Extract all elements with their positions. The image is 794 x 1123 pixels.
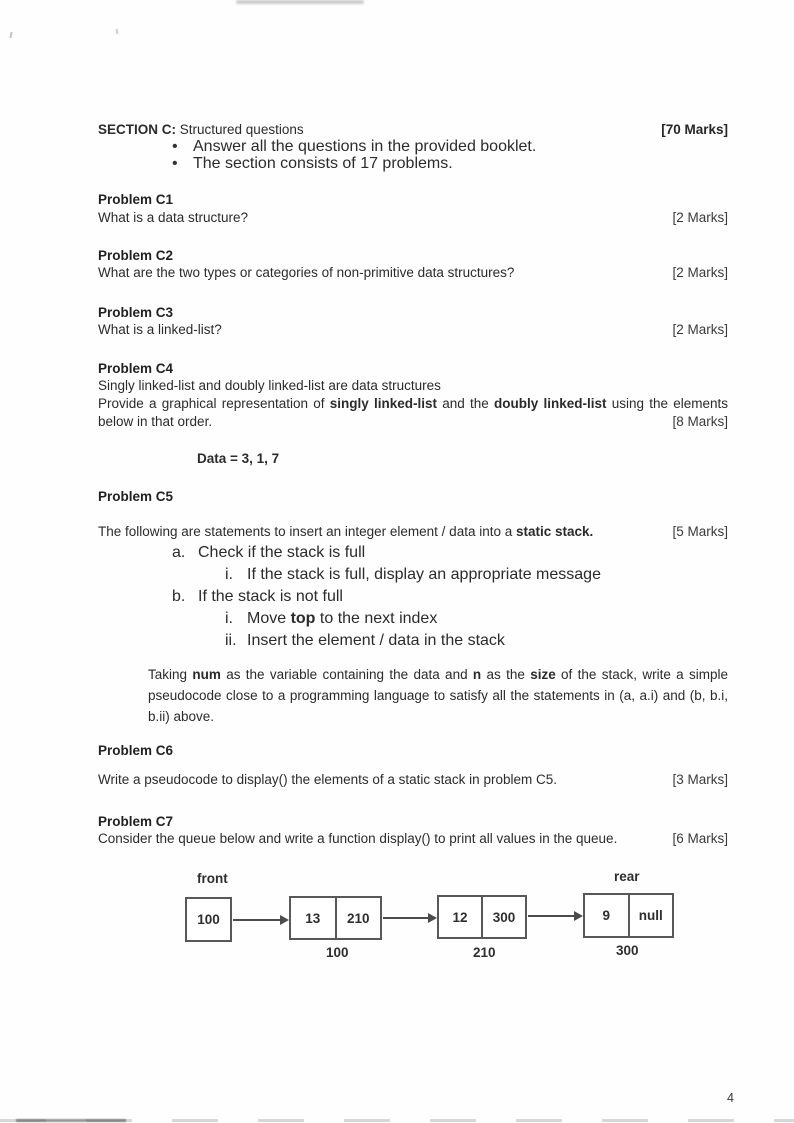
text-segment-bold: static stack. xyxy=(516,524,594,539)
problem-c2-heading: Problem C2 xyxy=(98,248,174,263)
problem-c7-question: Consider the queue below and write a function display() to print all values in the queue. xyxy=(98,831,618,846)
next-pointer-arrow-icon xyxy=(528,915,575,917)
list-item-a xyxy=(98,544,728,562)
text-segment: Taking xyxy=(148,667,193,682)
front-pointer-box xyxy=(185,897,232,942)
rear-pointer-label: rear xyxy=(614,869,640,884)
problem-c7 xyxy=(98,830,728,847)
node-address-label: 100 xyxy=(326,945,349,960)
scan-artifact-speck xyxy=(9,32,12,38)
bullet-icon: • xyxy=(172,138,178,155)
problem-c1-marks: [2 Marks] xyxy=(672,210,728,225)
queue-node-2 xyxy=(437,895,527,939)
text-segment-bold: doubly linked-list xyxy=(494,396,607,411)
section-title-text: Structured questions xyxy=(176,122,304,137)
text-segment: Move xyxy=(247,610,291,627)
node-address-label: 300 xyxy=(616,943,639,958)
problem-c4-data: Data = 3, 1, 7 xyxy=(197,451,280,466)
node-data-cell: 12 xyxy=(452,909,468,925)
intro-text xyxy=(98,523,593,540)
bullet-icon: • xyxy=(172,155,178,172)
text-segment: of the stack, write a simple xyxy=(555,667,729,682)
instruction-item xyxy=(98,138,728,155)
problem-c1-heading: Problem C1 xyxy=(98,192,174,207)
problem-c2-question: What are the two types or categories of non-primitive data structures? xyxy=(98,265,515,280)
list-marker: i. xyxy=(225,566,233,583)
problem-c7-marks: [6 Marks] xyxy=(672,831,728,846)
section-instructions xyxy=(98,138,728,172)
text-segment: as the variable containing the data and xyxy=(220,667,473,682)
scan-artifact-bottom-dark xyxy=(16,1119,126,1122)
text-segment: The following are statements to insert an integer element / data into a xyxy=(98,524,516,539)
list-text: If the stack is not full xyxy=(198,588,343,605)
node-data-cell: 13 xyxy=(305,910,321,926)
problem-c7-heading: Problem C7 xyxy=(98,814,174,829)
section-label: SECTION C: xyxy=(98,122,177,137)
text-segment-bold: num xyxy=(192,667,221,682)
list-marker: a. xyxy=(172,544,186,561)
text-segment: Provide a graphical representation of xyxy=(98,396,330,411)
queue-node-1 xyxy=(289,896,382,940)
list-text: Insert the element / data in the stack xyxy=(247,632,505,649)
problem-c4-heading: Problem C4 xyxy=(98,361,174,376)
text-segment-bold: top xyxy=(290,610,316,627)
problem-c6 xyxy=(98,771,728,788)
instruction-item xyxy=(98,155,728,172)
list-item-b xyxy=(98,588,728,606)
front-pointer-label: front xyxy=(197,871,228,886)
node-address-label: 210 xyxy=(473,945,496,960)
instruction-text: The section consists of 17 problems. xyxy=(193,155,453,172)
problem-c1 xyxy=(98,209,728,226)
list-item-b-ii xyxy=(98,632,728,650)
problem-c1-question: What is a data structure? xyxy=(98,210,249,225)
problem-c6-question: Write a pseudocode to display() the elements of a static stack in problem C5. xyxy=(98,772,557,787)
node-next-cell: 300 xyxy=(481,897,525,937)
node-data-cell: 9 xyxy=(602,908,610,923)
problem-c5-note xyxy=(148,664,728,727)
note-line1 xyxy=(148,664,728,685)
list-text xyxy=(247,610,437,628)
queue-node-3 xyxy=(583,893,674,938)
list-marker: ii. xyxy=(225,632,237,649)
text-segment-bold: singly linked-list xyxy=(329,396,438,411)
text-segment: as the xyxy=(481,667,531,682)
problem-c4-statement: Singly linked-list and doubly linked-list are data structures xyxy=(98,378,441,393)
list-text: If the stack is full, display an appropriate message xyxy=(247,566,601,583)
section-title xyxy=(98,121,304,138)
section-marks: [70 Marks] xyxy=(661,122,728,137)
problem-c5-marks: [5 Marks] xyxy=(672,524,728,539)
page-number: 4 xyxy=(727,1091,734,1105)
list-item-b-i xyxy=(98,610,728,628)
list-marker: i. xyxy=(225,610,233,627)
text-segment-bold: size xyxy=(530,667,556,682)
note-line3: b.ii) above. xyxy=(148,709,215,724)
text-segment: using the elements xyxy=(606,396,728,411)
text-segment-bold: n xyxy=(472,667,482,682)
page-content xyxy=(98,0,728,975)
problem-c6-marks: [3 Marks] xyxy=(672,772,728,787)
note-line2: pseudocode close to a programming language to satisfy all the statements in (a, a.i) and (b, b.i, xyxy=(148,688,728,703)
node-next-cell: null xyxy=(628,895,673,936)
problem-c4-marks: [8 Marks] xyxy=(672,414,728,429)
text-segment: below in that order. xyxy=(98,414,213,429)
list-text: Check if the stack is full xyxy=(198,544,366,561)
problem-c4-instruction-line1 xyxy=(98,395,728,413)
instruction-text: Answer all the questions in the provided booklet. xyxy=(193,138,537,155)
problem-c3 xyxy=(98,321,728,338)
problem-c4-instruction-line2 xyxy=(98,413,728,431)
front-pointer-value: 100 xyxy=(197,912,220,927)
problem-c3-marks: [2 Marks] xyxy=(672,322,728,337)
problem-c6-heading: Problem C6 xyxy=(98,743,174,758)
problem-c5-heading: Problem C5 xyxy=(98,489,174,504)
list-item-a-i xyxy=(98,566,728,584)
text-segment: to the next index xyxy=(315,610,438,627)
next-pointer-arrow-icon xyxy=(383,917,429,919)
section-header xyxy=(98,121,728,138)
problem-c5-intro xyxy=(98,523,728,540)
text-segment: and the xyxy=(437,396,494,411)
problem-c3-heading: Problem C3 xyxy=(98,305,174,320)
problem-c3-question: What is a linked-list? xyxy=(98,322,222,337)
next-pointer-arrow-icon xyxy=(233,919,281,921)
queue-diagram xyxy=(98,863,728,975)
problem-c2 xyxy=(98,264,728,281)
problem-c2-marks: [2 Marks] xyxy=(672,265,728,280)
node-next-cell: 210 xyxy=(335,898,381,938)
list-marker: b. xyxy=(172,588,186,605)
